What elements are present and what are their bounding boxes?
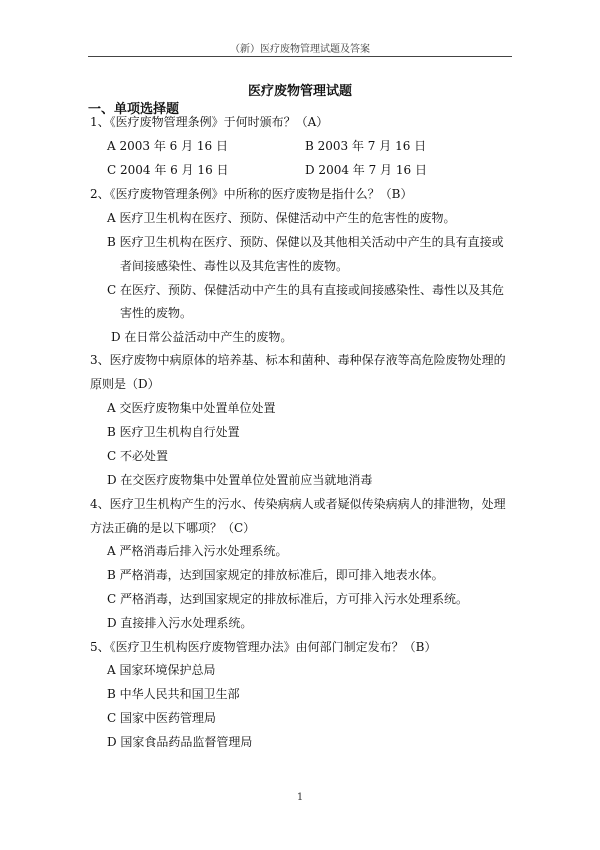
- question-3-line-1: 3、医疗废物中病原体的培养基、标本和菌种、毒种保存液等高危险废物处理的: [90, 353, 506, 367]
- q3-option-a: A 交医疗废物集中处置单位处置: [107, 401, 276, 415]
- q4-option-a: A 严格消毒后排入污水处理系统。: [107, 544, 288, 558]
- question-2: 2、《医疗废物管理条例》中所称的医疗废物是指什么？（B）: [90, 187, 413, 201]
- q2-option-a: A 医疗卫生机构在医疗、预防、保健活动中产生的危害性的废物。: [107, 211, 456, 225]
- q2-option-c-line-2: 害性的废物。: [120, 306, 193, 320]
- question-3-line-2: 原则是（D）: [90, 377, 160, 391]
- q5-option-b: B 中华人民共和国卫生部: [107, 687, 240, 701]
- question-4-line-2: 方法正确的是以下哪项？（C）: [90, 521, 256, 535]
- q2-option-c-line-1: C 在医疗、预防、保健活动中产生的具有直接或间接感染性、毒性以及其危: [107, 283, 504, 297]
- q2-option-b-line-1: B 医疗卫生机构在医疗、预防、保健以及其他相关活动中产生的具有直接或: [107, 235, 504, 249]
- q3-option-b: B 医疗卫生机构自行处置: [107, 425, 240, 439]
- q5-option-a: A 国家环境保护总局: [107, 663, 216, 677]
- question-5: 5、《医疗卫生机构医疗废物管理办法》由何部门制定发布？（B）: [90, 640, 437, 654]
- page-header: （新）医疗废物管理试题及答案: [230, 44, 370, 55]
- q2-option-b-line-2: 者间接感染性、毒性以及其危害性的废物。: [120, 259, 349, 273]
- q4-option-b: B 严格消毒，达到国家规定的排放标准后，即可排入地表水体。: [107, 568, 444, 582]
- question-1: 1、《医疗废物管理条例》于何时颁布？（A）: [90, 115, 329, 129]
- q1-option-d: D 2004 年 7 月 16 日: [305, 163, 427, 177]
- q2-option-d: D 在日常公益活动中产生的废物。: [111, 330, 293, 344]
- section-title: 一、单项选择题: [88, 102, 180, 117]
- q5-option-c: C 国家中医药管理局: [107, 711, 216, 725]
- q3-option-c: C 不必处置: [107, 449, 168, 463]
- q1-option-b: B 2003 年 7 月 16 日: [305, 139, 427, 153]
- q3-option-d: D 在交医疗废物集中处置单位处置前应当就地消毒: [107, 473, 373, 487]
- page-number: 1: [296, 792, 304, 803]
- document-title: 医疗废物管理试题: [247, 84, 352, 99]
- q4-option-d: D 直接排入污水处理系统。: [107, 616, 253, 630]
- q1-option-c: C 2004 年 6 月 16 日: [107, 163, 229, 177]
- header-divider: [88, 56, 512, 57]
- q5-option-d: D 国家食品药品监督管理局: [107, 735, 253, 749]
- q1-option-a: A 2003 年 6 月 16 日: [107, 139, 228, 153]
- q4-option-c: C 严格消毒，达到国家规定的排放标准后，方可排入污水处理系统。: [107, 592, 468, 606]
- question-4-line-1: 4、医疗卫生机构产生的污水、传染病病人或者疑似传染病病人的排泄物，处理: [90, 497, 506, 511]
